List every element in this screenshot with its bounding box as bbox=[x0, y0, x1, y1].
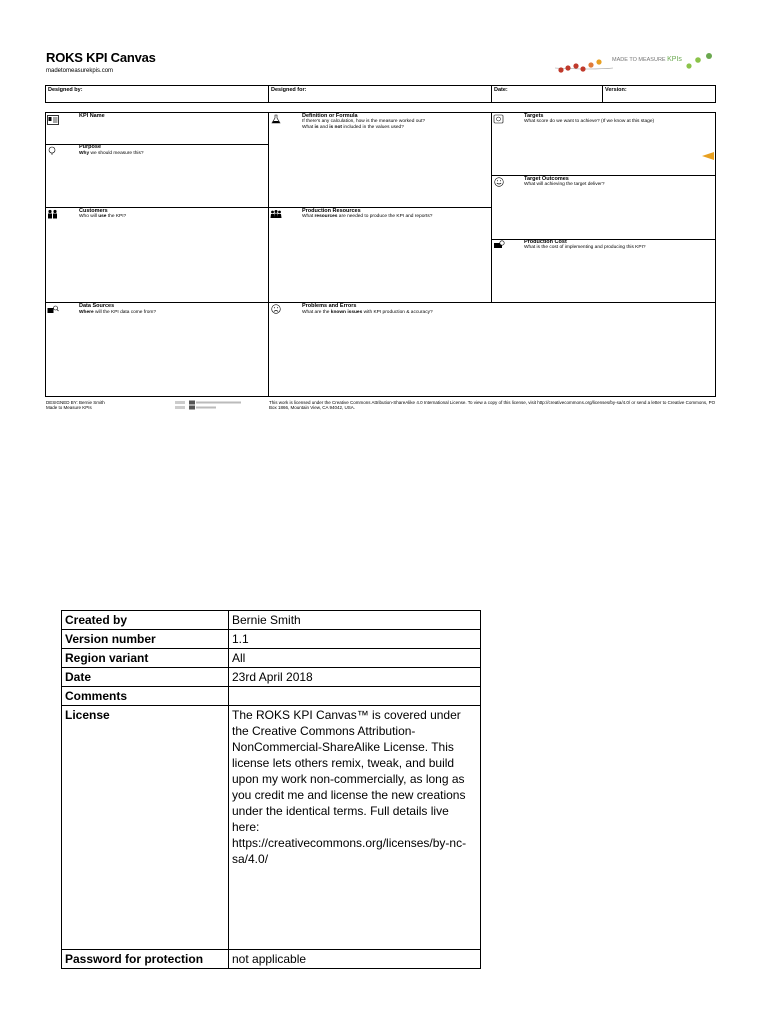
data-source-icon bbox=[47, 304, 59, 314]
table-key-cell: Created by bbox=[62, 611, 229, 630]
page-title: ROKS KPI Canvas bbox=[46, 50, 156, 65]
table-value-cell[interactable]: 23rd April 2018 bbox=[229, 668, 481, 687]
logo-dot bbox=[573, 63, 578, 68]
logo-dot bbox=[558, 67, 563, 72]
table-row bbox=[62, 950, 481, 969]
footer-designer: DESIGNED BY: Bernie Smith Made to Measure KPIs bbox=[46, 400, 105, 410]
problems-description: What are the known issues with KPI production & accuracy? bbox=[302, 310, 433, 315]
footer-license: This work is licensed under the Creative Commons Attribution-ShareAlike 4.0 International License. To view a copy of this license, visit http://creativecommons.org/licenses/by-sa/4.0/ or send a letter to Creative Commons, PO Box 1866, Mountain View, CA 94042, USA. bbox=[269, 400, 716, 410]
table-value-cell[interactable]: Bernie Smith bbox=[229, 611, 481, 630]
table-value-cell[interactable] bbox=[229, 687, 481, 706]
corner-marker bbox=[702, 152, 714, 160]
designed-for-field[interactable]: Designed for: bbox=[268, 85, 492, 103]
targets-description: What score do we want to achieve? (If we know at this stage) bbox=[524, 119, 655, 124]
production-resources-cell[interactable] bbox=[268, 207, 492, 303]
production-cost-title: Production Cost bbox=[524, 239, 567, 245]
table-row bbox=[62, 649, 481, 668]
table-value-cell[interactable]: not applicable bbox=[229, 950, 481, 969]
kpi-name-title: KPI Name bbox=[79, 113, 105, 119]
lightbulb-icon bbox=[47, 146, 59, 156]
logo-dot bbox=[686, 63, 691, 68]
table-row bbox=[62, 611, 481, 630]
table-key-cell: Comments bbox=[62, 687, 229, 706]
target-icon bbox=[493, 114, 505, 124]
logo-text: MADE TO MEASURE KPIs bbox=[612, 56, 682, 63]
customers-description: Who will use the KPI? bbox=[79, 214, 127, 219]
table-key-cell: Region variant bbox=[62, 649, 229, 668]
data-sources-description: Where will the KPI data come from? bbox=[79, 310, 157, 315]
smiley-icon bbox=[493, 177, 505, 187]
table-row bbox=[62, 630, 481, 649]
logo-dot bbox=[565, 65, 570, 70]
purpose-title: Purpose bbox=[79, 144, 102, 150]
id-card-icon bbox=[47, 115, 59, 125]
sad-face-icon bbox=[270, 304, 282, 314]
table-row bbox=[62, 706, 481, 950]
production-cost-description: What is the cost of implementing and producing this KPI? bbox=[524, 245, 646, 250]
logo-dot bbox=[588, 62, 593, 67]
table-key-cell: Version number bbox=[62, 630, 229, 649]
purpose-description: Why we should measure this? bbox=[79, 151, 144, 156]
targets-title: Targets bbox=[524, 113, 544, 119]
date-field[interactable]: Date: bbox=[491, 85, 603, 103]
table-key-cell: Date bbox=[62, 668, 229, 687]
table-value-cell[interactable]: The ROKS KPI Canvas™ is covered under the Creative Commons Attribution-NonCommercial-ShareAlike License. This license lets others remix, tweak, and build upon my work non-commercially, as long as you credit me and license the new creations under the identical terms. Full details live here: https://creativecommons.org/licenses/by-nc-sa/4.0/ bbox=[229, 706, 481, 950]
table-row bbox=[62, 687, 481, 706]
designed-by-field[interactable]: Designed by: bbox=[45, 85, 269, 103]
version-field[interactable]: Version: bbox=[602, 85, 716, 103]
website-url: madetomeasurekpis.com bbox=[46, 68, 114, 74]
target-outcomes-title: Target Outcomes bbox=[524, 176, 569, 182]
logo-dot bbox=[695, 57, 701, 63]
info-table bbox=[61, 610, 481, 969]
logo-dot bbox=[596, 59, 601, 64]
production-resources-description: What resources are needed to produce the KPI and reports? bbox=[302, 214, 433, 219]
problems-cell[interactable] bbox=[268, 302, 716, 397]
target-outcomes-description: What will achieving the target deliver? bbox=[524, 182, 605, 187]
flask-icon bbox=[270, 114, 282, 124]
data-sources-title: Data Sources bbox=[79, 303, 115, 309]
table-row bbox=[62, 668, 481, 687]
people-icon bbox=[47, 209, 59, 219]
logo-dot bbox=[580, 66, 585, 71]
money-icon bbox=[493, 240, 505, 250]
table-key-cell: Password for protection bbox=[62, 950, 229, 969]
table-key-cell: License bbox=[62, 706, 229, 950]
production-resources-title: Production Resources bbox=[302, 208, 361, 214]
creative-commons-badge-icon bbox=[175, 400, 245, 411]
table-value-cell[interactable]: 1.1 bbox=[229, 630, 481, 649]
definition-description-2: What is and is not included in the values used? bbox=[302, 125, 404, 130]
definition-description-1: If there's any calculation, how is the measure worked out? bbox=[302, 119, 426, 124]
table-value-cell[interactable]: All bbox=[229, 649, 481, 668]
customers-cell[interactable] bbox=[45, 207, 269, 303]
customers-title: Customers bbox=[79, 208, 108, 214]
logo-dot bbox=[706, 53, 712, 59]
team-icon bbox=[270, 209, 282, 219]
brand-logo bbox=[553, 50, 723, 76]
problems-title: Problems and Errors bbox=[302, 303, 357, 309]
data-sources-cell[interactable] bbox=[45, 302, 269, 397]
definition-title: Definition or Formula bbox=[302, 113, 358, 119]
